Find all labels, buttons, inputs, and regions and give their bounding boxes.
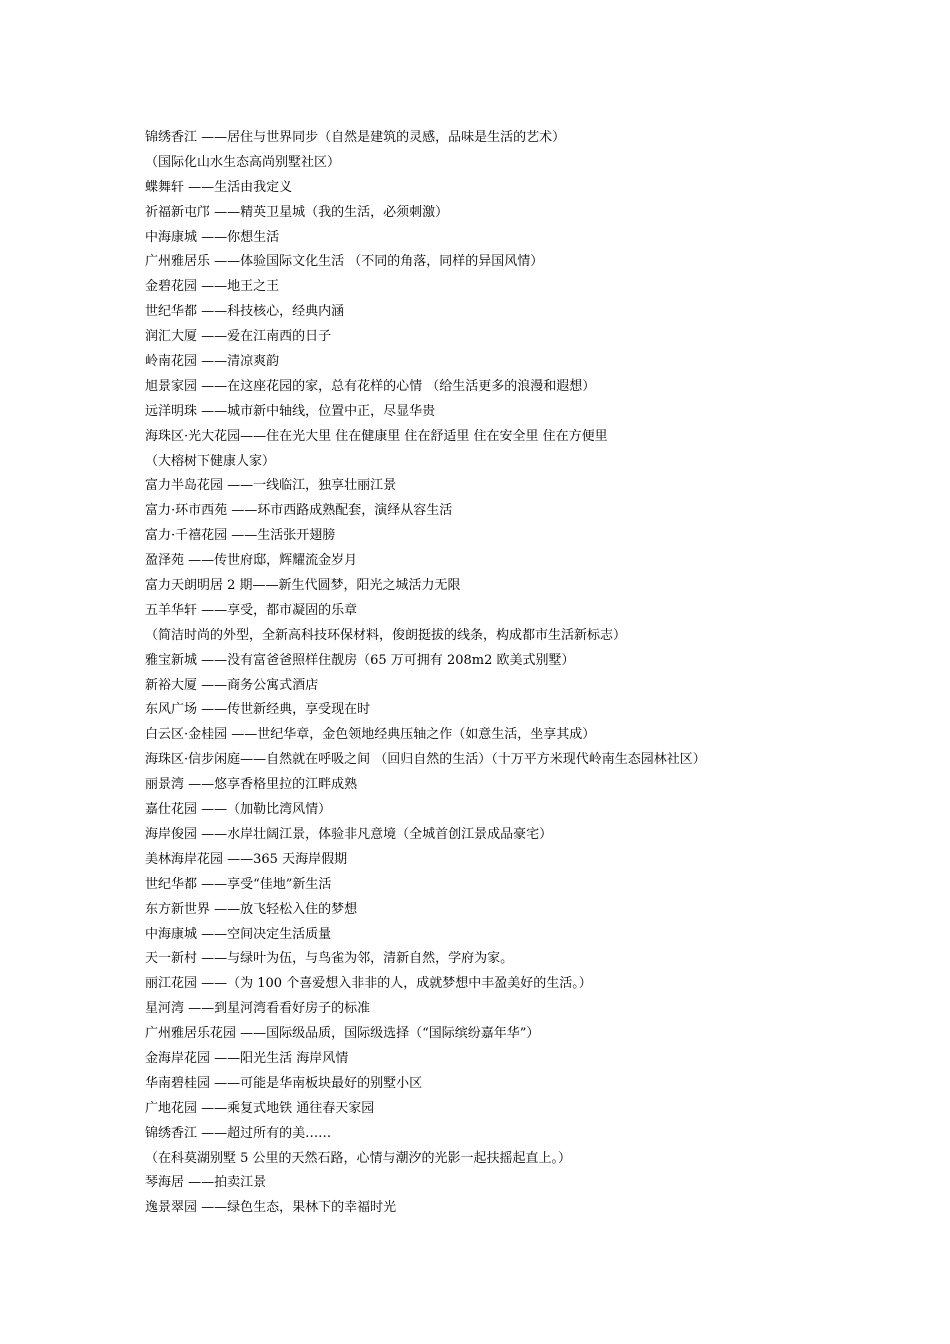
text-line: 广州雅居乐花园 ——国际级品质，国际级选择（“国际缤纷嘉年华”） bbox=[145, 1026, 540, 1042]
text-line: 星河湾 ——到星河湾看看好房子的标准 bbox=[145, 1001, 371, 1017]
text-line: 锦绣香江 ——超过所有的美…… bbox=[145, 1125, 332, 1141]
text-line: 远洋明珠 ——城市新中轴线，位置中正，尽显华贵 bbox=[145, 403, 436, 419]
text-line: 蝶舞轩 ——生活由我定义 bbox=[145, 179, 293, 195]
text-line: 富力·环市西苑 ——环市西路成熟配套，演绎从容生活 bbox=[145, 503, 453, 519]
text-line: 富力·千禧花园 ——生活张开翅膀 bbox=[145, 528, 336, 544]
text-line: 广州雅居乐 ——体验国际文化生活 （不同的角落，同样的异国风情） bbox=[145, 254, 544, 270]
text-line: 富力半岛花园 ——一线临江，独享壮丽江景 bbox=[145, 478, 397, 494]
text-line: 世纪华都 ——享受“佳地”新生活 bbox=[145, 876, 332, 892]
text-line: 雅宝新城 ——没有富爸爸照样住靓房（65 万可拥有 208m2 欧美式别墅） bbox=[145, 652, 575, 668]
text-line: （在科莫湖别墅 5 公里的天然石路，心情与潮汐的光影一起扶摇起直上。） bbox=[145, 1150, 572, 1166]
text-line: 丽景湾 ——悠享香格里拉的江畔成熟 bbox=[145, 777, 358, 793]
text-line: 中海康城 ——空间决定生活质量 bbox=[145, 926, 332, 942]
text-line: 新裕大厦 ——商务公寓式酒店 bbox=[145, 677, 319, 693]
text-line: 盈泽苑 ——传世府邸，辉耀流金岁月 bbox=[145, 553, 358, 569]
text-line: 金海岸花园 ——阳光生活 海岸风情 bbox=[145, 1050, 349, 1066]
text-line: 海珠区·光大花园——住在光大里 住在健康里 住在舒适里 住在安全里 住在方便里 bbox=[145, 428, 608, 444]
text-line: 东方新世界 ——放飞轻松入住的梦想 bbox=[145, 901, 358, 917]
text-line: 华南碧桂园 ——可能是华南板块最好的别墅小区 bbox=[145, 1075, 423, 1091]
text-line: 广地花园 ——乘复式地铁 通往春天家园 bbox=[145, 1100, 375, 1116]
text-line: 金碧花园 ——地王之王 bbox=[145, 279, 280, 295]
text-line: 海珠区·信步闲庭——自然就在呼吸之间 （回归自然的生活）（十万平方米现代岭南生态园林社区） bbox=[145, 752, 706, 768]
text-line: 东风广场 ——传世新经典，享受现在时 bbox=[145, 702, 371, 718]
text-line: 白云区·金桂园 ——世纪华章，金色领地经典压轴之作（如意生活，坐享其成） bbox=[145, 727, 596, 743]
text-line: 美林海岸花园 ——365 天海岸假期 bbox=[145, 851, 348, 867]
text-line: 天一新村 ——与绿叶为伍，与鸟雀为邻，清新自然，学府为家。 bbox=[145, 951, 514, 967]
text-line: 润汇大厦 ——爱在江南西的日子 bbox=[145, 329, 332, 345]
text-line: （大榕树下健康人家） bbox=[145, 453, 276, 469]
text-line: 岭南花园 ——清凉爽韵 bbox=[145, 354, 280, 370]
text-line: 五羊华轩 ——享受，都市凝固的乐章 bbox=[145, 602, 358, 618]
text-line: 中海康城 ——你想生活 bbox=[145, 229, 280, 245]
text-line: 丽江花园 ——（为 100 个喜爱想入非非的人，成就梦想中丰盈美好的生活。） bbox=[145, 976, 592, 992]
document-body bbox=[145, 126, 925, 1221]
text-line: 世纪华都 ——科技核心，经典内涵 bbox=[145, 304, 345, 320]
text-line: 琴海居 ——拍卖江景 bbox=[145, 1175, 267, 1191]
text-line: （国际化山水生态高尚别墅社区） bbox=[145, 154, 341, 170]
text-line: 旭景家园 ——在这座花园的家，总有花样的心情 （给生活更多的浪漫和遐想） bbox=[145, 378, 596, 394]
text-line: 逸景翠园 ——绿色生态，果林下的幸福时光 bbox=[145, 1200, 397, 1216]
text-line: 富力天朗明居 2 期——新生代圆梦，阳光之城活力无限 bbox=[145, 578, 461, 594]
text-line: 嘉仕花园 ——（加勒比湾风情） bbox=[145, 802, 332, 818]
text-line: 锦绣香江 ——居住与世界同步（自然是建筑的灵感，品味是生活的艺术） bbox=[145, 130, 566, 145]
text-line: 祈福新屯邝 ——精英卫星城（我的生活，必须刺激） bbox=[145, 204, 449, 220]
text-line: （简洁时尚的外型，全新高科技环保材料，俊朗挺拔的线条，构成都市生活新标志） bbox=[145, 627, 627, 643]
text-line: 海岸俊园 ——水岸壮阔江景，体验非凡意境（全城首创江景成品豪宅） bbox=[145, 826, 553, 842]
